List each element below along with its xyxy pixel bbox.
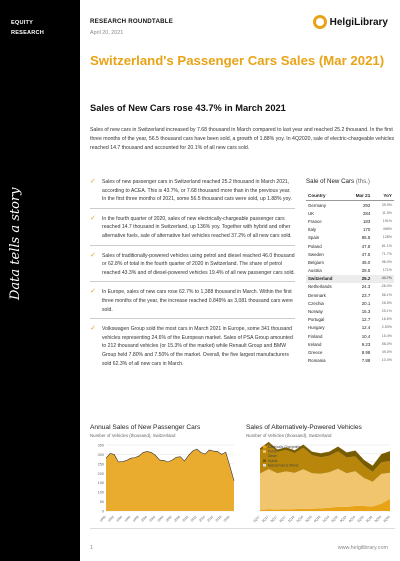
legend-label: Diesel [268, 454, 277, 459]
table-row [306, 258, 394, 266]
cell-country: France [308, 218, 322, 224]
bullet-item [90, 178, 295, 209]
legend-label: Electrically-Chargeable [268, 445, 301, 449]
cell-value: 45.0 [361, 259, 371, 265]
report-category [11, 18, 44, 38]
annual-sales-chart [90, 424, 238, 525]
cell-country: Greece [308, 349, 323, 355]
x-tick-label: 2000 [140, 514, 148, 523]
sales-table-panel [306, 178, 394, 365]
cell-value: 12.7 [361, 317, 371, 323]
y-tick-label: 50 [99, 500, 104, 505]
x-tick-label: 2018 [214, 514, 223, 523]
legend-swatch [263, 450, 266, 453]
table-row [306, 357, 394, 365]
x-tick-label: 2Q17 [261, 514, 270, 524]
chart-title: Sales of Alternatively-Powered Vehicles [246, 424, 362, 431]
cell-country: Romania [308, 358, 326, 364]
x-tick-label: 4Q17 [278, 514, 287, 524]
x-tick-label: 2014 [197, 514, 206, 523]
legend-label: Petrol [268, 449, 277, 454]
x-tick-label: 4Q19 [347, 514, 357, 524]
x-tick-label: 2020 [222, 514, 231, 523]
logo-text: HelgiLibrary [329, 16, 388, 28]
table-row [306, 316, 394, 324]
table-row [306, 234, 394, 242]
legend-label: Natural Gas & Others [268, 463, 299, 468]
alternative-vehicles-chart [246, 424, 394, 525]
x-tick-label: 2002 [148, 514, 157, 523]
report-page [80, 0, 400, 561]
x-tick-label: 1990 [98, 514, 107, 523]
check-icon: ✓ [90, 325, 96, 333]
chart-title: Annual Sales of New Passenger Cars [90, 424, 201, 431]
helgi-library-logo[interactable] [313, 14, 388, 30]
cell-value: 170 [362, 227, 371, 233]
bullet-item [90, 288, 295, 319]
cell-value: 28.5 [361, 268, 371, 274]
cell-country: Austria [308, 268, 322, 274]
x-tick-label: 2Q18 [295, 514, 305, 524]
cell-value: 47.8 [361, 243, 371, 249]
footer-divider [90, 528, 395, 529]
legend-swatch [263, 464, 266, 467]
category-line-1: EQUITY [11, 20, 34, 26]
table-row [306, 299, 394, 307]
legend-swatch [263, 446, 266, 449]
sidebar [0, 0, 80, 561]
table-row [306, 217, 394, 225]
alternative-vehicles-svg [246, 441, 394, 525]
page-title: Switzerland's Passenger Cars Sales (Mar 2021) [90, 53, 385, 68]
bullet-text: Sales of new passenger cars in Switzerland reached 25.2 thousand in March 2021, according to ACEA. This is 43.7%, or 7.68 thousand more than in the previous year. In the first three months of 2021, some 56.5 thousand cars were sold, up 1.88% yoy. [102, 179, 292, 203]
y-tick-label: 0 [101, 509, 104, 514]
y-tick-label: 100 [97, 490, 104, 495]
table-row [306, 267, 394, 275]
y-tick-label: 350 [97, 443, 104, 448]
x-tick-label: 3Q19 [339, 514, 348, 524]
sales-table-title [306, 178, 394, 185]
bullet-item [90, 215, 295, 246]
tagline: Data tells a story [8, 187, 23, 300]
cell-value: 20.1 [361, 300, 371, 306]
table-row [306, 348, 394, 356]
cell-yoy: 96.0% [381, 259, 392, 264]
cell-yoy: 71.7% [381, 251, 392, 256]
cell-yoy: 128% [382, 235, 392, 240]
cell-country: Switzerland [306, 275, 346, 283]
cell-value: 12.4 [361, 325, 371, 331]
bullet-item [90, 252, 295, 283]
check-icon: ✓ [90, 288, 96, 296]
annual-sales-svg [90, 441, 238, 525]
bullet-list [90, 178, 295, 378]
chart-subtitle: Number of Vehicles (thousand), Switzerland [90, 433, 176, 438]
x-tick-label: 1Q20 [356, 514, 365, 524]
cell-country: Czechia [308, 300, 324, 306]
cell-value: 47.5 [361, 251, 371, 257]
sales-area [106, 449, 234, 511]
bullet-text: Volkswagen Group sold the most cars in March 2021 in Europe, some 341 thousand vehicles representing 24.6% of the European market. Sales of PSA Group amounted to 212 thousand vehicles (or 15.3% of the market) while Renault Group and BMW Group held 7.80% and 7.50% of the market. Overall, the five largest manufacturers sold 62.3% of all new cars in March. [102, 326, 293, 367]
x-tick-label: 1Q18 [287, 514, 296, 524]
bullet-text: Sales of traditionally-powered vehicles using petrol and diesel reached 46.0 thousand or 62.8% of total in the fourth quarter of 2020 in Switzerland. The share of petrol reached 43.3% and of diesel-powered vehicles 19.4% of all new passenger cars sold. [102, 252, 295, 276]
x-tick-label: 1Q17 [252, 514, 261, 524]
cell-yoy: 81.1% [381, 243, 392, 248]
table-row [306, 340, 394, 348]
x-tick-label: 1Q19 [321, 514, 331, 524]
x-tick-label: 1998 [131, 514, 140, 523]
x-tick-label: 2008 [173, 514, 182, 523]
x-tick-label: 1994 [115, 514, 124, 523]
check-icon: ✓ [90, 178, 96, 185]
cell-value: 15.3 [361, 309, 371, 315]
table-row [306, 250, 394, 258]
col-country: Country [306, 191, 346, 201]
sales-table [306, 191, 394, 365]
table-row [306, 226, 394, 234]
cell-country: Italy [308, 227, 317, 233]
x-tick-label: 2010 [181, 514, 190, 523]
cell-yoy: 16.6% [381, 317, 392, 322]
table-row [306, 242, 394, 250]
cell-country: Norway [308, 309, 323, 315]
x-tick-label: 4Q20 [382, 514, 391, 524]
table-row [306, 324, 394, 332]
cell-yoy: 43.7% [372, 275, 394, 283]
x-tick-label: 4Q18 [313, 514, 322, 524]
cell-country: Poland [308, 243, 322, 249]
cell-country: UK [308, 210, 315, 216]
x-tick-label: 1992 [107, 514, 115, 523]
cell-value: 7.88 [361, 358, 371, 364]
logo-icon [313, 15, 327, 29]
table-row [306, 283, 394, 291]
x-tick-label: 2016 [206, 514, 215, 523]
sales-table-unit: (ths.) [355, 178, 370, 185]
cell-value: 8.98 [361, 349, 371, 355]
cell-yoy: -26.0% [380, 284, 392, 289]
series-name: RESEARCH ROUNDTABLE [90, 18, 174, 25]
cell-country: Germany [308, 202, 327, 208]
table-row [306, 307, 394, 315]
legend-label: Hybrid [268, 458, 278, 463]
cell-country: Denmark [308, 292, 326, 298]
cell-yoy: 35.9% [381, 202, 392, 207]
col-yoy: YoY [372, 191, 394, 201]
cell-yoy: 56.0% [381, 341, 392, 346]
cell-value: 23.7 [361, 292, 371, 298]
cell-yoy: 49.0% [381, 349, 392, 354]
cell-value: 9.23 [361, 341, 371, 347]
cell-country: Finland [308, 333, 323, 339]
cell-value: 24.3 [361, 284, 371, 290]
cell-country: Portugal [308, 317, 325, 323]
x-tick-label: 2006 [164, 514, 173, 523]
check-icon: ✓ [90, 251, 96, 259]
cell-yoy: 10.0% [381, 358, 392, 363]
cell-value: 292 [362, 202, 371, 208]
cell-value: 183 [362, 218, 371, 224]
x-tick-label: 3Q20 [373, 514, 383, 524]
cell-country: Netherlands [308, 284, 332, 290]
y-tick-label: 200 [97, 471, 104, 476]
col-value: Mar 21 [346, 191, 372, 201]
y-tick-label: 250 [97, 462, 104, 467]
cell-yoy: 171% [382, 268, 392, 273]
x-tick-label: 3Q18 [304, 514, 313, 524]
cell-yoy: 498% [382, 227, 392, 232]
cell-yoy: 25.1% [381, 309, 392, 314]
cell-value: 284 [362, 210, 371, 216]
cell-country: Ireland [308, 341, 322, 347]
cell-value: 85.8 [361, 235, 371, 241]
x-tick-label: 1996 [123, 514, 132, 523]
bullet-text: In the fourth quarter of 2020, sales of new electrically-chargeable passenger cars reached 14.7 thousand in Switzerland, up 136% yoy. Together with hybrid and other alternative fuels, sale of alternative fuel vehicles reached 37.2% of all new cars sold. [102, 215, 292, 239]
page-number: 1 [90, 545, 93, 551]
cell-value: 25.2 [346, 275, 372, 283]
bullet-item [90, 325, 295, 372]
cell-yoy: 26.5% [381, 300, 392, 305]
cell-country: Sweden [308, 251, 324, 257]
table-row [306, 201, 394, 210]
cell-country: Belgium [308, 259, 324, 265]
x-tick-label: 3Q17 [269, 514, 279, 524]
lead-paragraph: Sales of new cars in Switzerland increased by 7.68 thousand in March compared to last year and reached 25.2 thousand. In the first three months of the year, 56.5 thousand cars have been sold, a growth of 1.88% yoy. In 4Q2020, sale of electric-chargeable vehicles reached 14.7 thousand and accounted for 20.1% of all new cars sold. [90, 127, 395, 151]
website-link[interactable]: www.helgilibrary.com [337, 545, 388, 551]
x-tick-label: 2012 [189, 514, 198, 523]
sales-table-header [306, 191, 394, 201]
y-tick-label: 150 [97, 481, 104, 486]
cell-yoy: 11.5% [382, 210, 392, 215]
table-row [306, 209, 394, 217]
bullet-text: In Europe, sales of new cars rose 62.7% to 1,388 thousand in March. Within the first three months of the year, the increase reached 0.849% as 3,081 thousand cars were sold. [102, 289, 293, 313]
table-row [306, 275, 394, 283]
cell-yoy: 191% [382, 218, 392, 223]
category-line-2: RESEARCH [11, 30, 44, 36]
table-row [306, 332, 394, 340]
cell-yoy: 56.1% [381, 292, 392, 297]
table-row [306, 291, 394, 299]
cell-yoy: 15.4% [381, 333, 392, 338]
x-tick-label: 2004 [156, 514, 165, 523]
chart-subtitle: Number of Vehicles (thousand), Switzerland [246, 433, 332, 438]
cell-yoy: 2.53% [381, 325, 392, 330]
page-subtitle: Sales of New Cars rose 43.7% in March 2021 [90, 103, 286, 113]
legend-swatch [263, 455, 266, 458]
publish-date: April 20, 2021 [90, 30, 124, 36]
cell-value: 10.4 [361, 333, 371, 339]
y-tick-label: 300 [97, 452, 104, 457]
x-tick-label: 2Q19 [330, 514, 339, 524]
check-icon: ✓ [90, 214, 96, 222]
legend-swatch [263, 459, 266, 462]
sales-table-title-text: Sale of New Cars [306, 178, 355, 185]
cell-country: Hungary [308, 325, 325, 331]
x-tick-label: 2Q20 [365, 514, 374, 524]
cell-country: Spain [308, 235, 320, 241]
